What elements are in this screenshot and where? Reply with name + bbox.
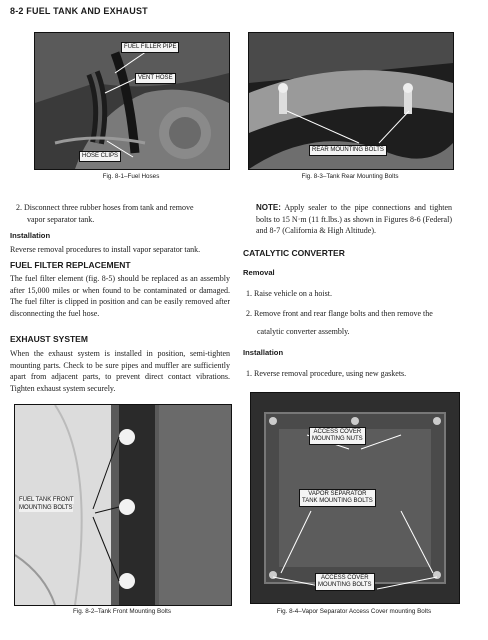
fig-8-4-photo	[250, 392, 460, 604]
note-text	[256, 202, 452, 237]
callout-fuel-tank-front: FUEL TANK FRONT	[19, 497, 74, 503]
fuel-hoses-illustration	[35, 33, 229, 169]
installation-heading: Installation	[10, 231, 51, 240]
note-body: Apply sealer to the pipe connections and tighten bolts to 15 N·m (11 ft.lbs.) as shown in Figures 8-6 (Federal) and 8-7 (California & High Altitude).	[256, 203, 452, 235]
callout-mounting-nuts-line2: MOUNTING NUTS	[312, 436, 363, 442]
fig-8-2-photo	[14, 404, 232, 606]
note-label: NOTE:	[256, 203, 281, 212]
fig-8-1-photo	[34, 32, 230, 170]
fig-8-3-photo	[248, 32, 454, 170]
exhaust-system-heading: EXHAUST SYSTEM	[10, 334, 88, 344]
fuel-filter-text: The fuel filter element (fig. 8-5) should be replaced as an assembly after 15,000 miles or when found to be contaminated or damaged. The fuel filter is clipped in position and can be easily removed after disconnecting the fuel hose.	[10, 274, 230, 318]
callout-vapor-separator-line1: VAPOR SEPARATOR	[308, 491, 367, 497]
removal-step-2-cont: catalytic converter assembly.	[257, 327, 350, 336]
callout-mounting-bolts-line2: MOUNTING BOLTS	[318, 582, 372, 588]
removal-step-1: 1. Raise vehicle on a hoist.	[246, 289, 332, 298]
page-header: 8-2 FUEL TANK AND EXHAUST	[10, 6, 148, 16]
install-step-1: 1. Reverse removal procedure, using new gaskets.	[246, 369, 407, 378]
callout-tank-mounting-bolts-line2: TANK MOUNTING BOLTS	[302, 498, 373, 504]
callout-mounting-bolts-front: MOUNTING BOLTS	[19, 505, 73, 511]
callout-access-cover-nuts	[309, 427, 366, 445]
callout-vapor-separator	[299, 489, 376, 507]
callout-vent-hose: VENT HOSE	[135, 73, 176, 84]
callout-fuel-filler-pipe: FUEL FILLER PIPE	[121, 42, 179, 53]
fig-8-2-caption: Fig. 8-2–Tank Front Mounting Bolts	[73, 608, 171, 615]
step-2-text: 2. Disconnect three rubber hoses from tank and remove	[16, 203, 194, 212]
installation-heading-right: Installation	[243, 348, 284, 357]
fig-8-1-caption: Fig. 8-1–Fuel Hoses	[102, 173, 160, 180]
callout-hose-clips: HOSE CLIPS	[79, 151, 121, 162]
callout-access-cover-line1: ACCESS COVER	[313, 429, 362, 435]
callout-rear-mounting-bolts: REAR MOUNTING BOLTS	[309, 145, 387, 156]
removal-step-2: 2. Remove front and rear flange bolts and then remove the	[246, 309, 433, 318]
callout-access-cover-bolts	[315, 573, 375, 591]
exhaust-system-text: When the exhaust system is installed in position, semi-tighten mounting parts. Check to be sure pipes and muffler are sufficiently apart from adjacent parts, to prevent direct contact vibrations. Tighten exhaust system securely.	[10, 349, 230, 393]
catalytic-converter-heading: CATALYTIC CONVERTER	[243, 248, 345, 258]
fuel-filter-heading: FUEL FILTER REPLACEMENT	[10, 260, 131, 270]
fig-8-4-caption: Fig. 8-4–Vapor Separator Access Cover mounting Bolts	[276, 608, 432, 615]
installation-text: Reverse removal procedures to install vapor separator tank.	[10, 245, 201, 254]
fig-8-3-caption: Fig. 8-3–Tank Rear Mounting Bolts	[301, 173, 399, 180]
callout-access-cover-bolts-line1: ACCESS COVER	[320, 575, 369, 581]
removal-heading: Removal	[243, 268, 275, 277]
step-2-text-cont: vapor separator tank.	[27, 215, 95, 224]
